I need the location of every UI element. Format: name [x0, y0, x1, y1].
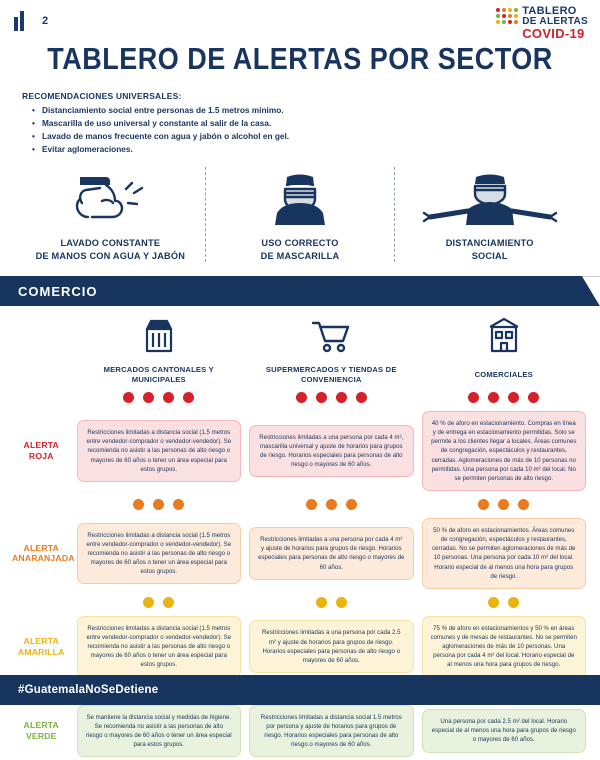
cell-amarilla-supermercados: Restricciones limitadas a una persona por cada 2.5 m² y ajuste de horarios para grupos de riesgo. Horarios especiales para personas de alto riesgo o mayores de 60 años. — [249, 620, 413, 673]
institution-logo-icon — [14, 11, 32, 31]
list-item: • Lavado de manos frecuente con agua y jabón o alcohol en gel. — [34, 130, 582, 143]
cell-amarilla-comerciales: 75 % de aforo en estacionamientos y 50 % en áreas comunes y de mesas de restaurantes. No se permiten aglomeraciones de más de 10 personas. Una persona por cada 4 m² del local. Horario especial de al menos una hora para grupos de riesgo. — [422, 616, 587, 678]
cell-roja-supermercados: Restricciones limitadas a una persona por cada 4 m², mascarilla universal y ajuste de horarios para grupos de riesgo. Horarios especiales para personas de alto riesgo o mayores de 60 años. — [249, 425, 413, 478]
section-title: COMERCIO — [18, 283, 98, 299]
brand-line-3: COVID-19 — [522, 26, 585, 41]
page-number: 2 — [42, 15, 49, 27]
alert-label-anaranjada: ALERTA ANARANJADA — [12, 542, 75, 564]
dots-red-col1 — [73, 391, 245, 408]
column-header-mercados: MERCADOS CANTONALES Y MUNICIPALES — [103, 365, 214, 385]
brand-logo — [496, 6, 588, 40]
shopping-cart-icon — [245, 312, 417, 363]
handwashing-icon — [22, 167, 199, 229]
market-stall-icon — [73, 312, 245, 363]
prevention-panels — [0, 159, 600, 272]
panel-caption-line1: DISTANCIAMIENTO — [445, 238, 534, 249]
cell-verde-supermercados: Restricciones limitadas a distancia social 1.5 metros por persona y ajuste de horarios para grupos de riesgo. Horarios especiales para personas de alto riesgo o mayores de 60 años. — [249, 705, 413, 758]
cell-anaranjada-supermercados: Restricciones limitadas a una persona por cada 4 m² y ajuste de horarios para grupos de riesgo. Horarios especiales para personas de alto riesgo o mayores de 60 años. — [249, 527, 413, 580]
recommendations-list — [22, 104, 582, 155]
dots-red-col3 — [418, 391, 591, 408]
brand-line-1: TABLERO — [522, 5, 577, 17]
cell-amarilla-mercados: Restricciones limitadas a distancia social (1.5 metros entre vendedor-comprador o vendedor-vendedor). Se recomienda no asistir a las personas de alto riesgo o mayores de 60 años o tener un área especial para estos grupos. — [77, 616, 241, 678]
cell-verde-mercados: Se mantiene la distancia social y medidas de higiene. Se recomienda no asistir a las personas de alto riesgo o mayores de 60 años o tener un área especial para estos grupos. — [77, 705, 241, 758]
cell-verde-comerciales: Una persona por cada 2.5 m² del local. Horario especial de al menos una hora para grupos de riesgo o mayores de 60 años. — [422, 709, 587, 752]
panel-caption-line2: DE MASCARILLA — [260, 250, 340, 261]
dots-orange-col2 — [245, 494, 417, 515]
dots-orange-col1 — [73, 494, 245, 515]
cell-roja-mercados: Restricciones limitadas a distancia social (1.5 metros entre vendedor-comprador o vendedor-vendedor). Se recomienda no asistir a las personas de alto riesgo o mayores de 60 años o tener un área especial para estos grupos. — [77, 420, 241, 482]
dots-orange-col3 — [418, 494, 591, 515]
dots-yellow-col3 — [418, 592, 591, 613]
social-distancing-icon — [401, 167, 578, 229]
panel-handwashing — [16, 167, 205, 262]
dots-red-col2 — [245, 391, 417, 408]
section-band-comercio — [0, 276, 600, 306]
panel-social-distancing — [394, 167, 584, 262]
page-footer — [0, 675, 600, 705]
face-mask-icon — [212, 167, 389, 229]
list-item: • Evitar aglomeraciones. — [34, 143, 582, 156]
column-header-comerciales: COMERCIALES — [474, 370, 533, 380]
page-header — [0, 0, 600, 42]
column-header-supermercados: SUPERMERCADOS Y TIENDAS DE CONVENIENCIA — [265, 365, 397, 385]
dots-yellow-col2 — [245, 592, 417, 613]
matrix-corner — [10, 312, 73, 363]
panel-caption-line2: SOCIAL — [471, 250, 508, 261]
cell-roja-comerciales: 40 % de aforo en estacionamiento. Compras en línea y de entrega en estacionamiento permitidas. Solo se permite a los clientes llegar a locales. Áreas comunes de congregación, espectáculos y restaurantes, cerradas. Aglomeraciones de más de 10 personas no permitidas. Una persona por cada 10 m² del local. No se permiten personas de alto riesgo. — [422, 411, 587, 491]
brand-line-2: DE ALERTAS — [522, 16, 588, 27]
footer-hashtag: #GuatemalaNoSeDetiene — [18, 684, 159, 696]
panel-caption-line1: LAVADO CONSTANTE — [60, 238, 161, 249]
alert-label-verde: ALERTA VERDE — [23, 720, 59, 741]
panel-face-mask — [205, 167, 395, 262]
page-title: TABLERO DE ALERTAS POR SECTOR — [47, 42, 553, 76]
dots-yellow-col1 — [73, 592, 245, 613]
alert-label-amarilla: ALERTA AMARILLA — [18, 635, 65, 657]
panel-caption-line1: USO CORRECTO — [261, 238, 339, 249]
panel-caption-line2: DE MANOS CON AGUA Y JABÓN — [35, 250, 186, 261]
cell-anaranjada-comerciales: 50 % de aforo en estacionamientos. Áreas comunes de congregación, espectáculos y restaurantes, cerradas. No se permiten aglomeraciones de más de 10 personas. Una persona por cada 10 m² del local. Horario especial de al menos una hora para grupos de riesgo. — [422, 518, 587, 589]
list-item: • Mascarilla de uso universal y constante al salir de la casa. — [34, 117, 582, 130]
cell-anaranjada-mercados: Restricciones limitadas a distancia social (1.5 metros entre vendedor-comprador o vendedor-vendedor). Se recomienda no asistir a las personas de alto riesgo o mayores de 60 años o tener un área especial para estos grupos. — [77, 523, 241, 585]
universal-recommendations — [0, 75, 600, 159]
commercial-building-icon — [418, 312, 591, 363]
list-item: • Distanciamiento social entre personas de 1.5 metros mínimo. — [34, 104, 582, 117]
brand-dot-grid-icon — [496, 8, 518, 24]
alert-label-roja: ALERTA ROJA — [23, 440, 59, 461]
recommendations-heading: RECOMENDACIONES UNIVERSALES: — [22, 91, 182, 101]
